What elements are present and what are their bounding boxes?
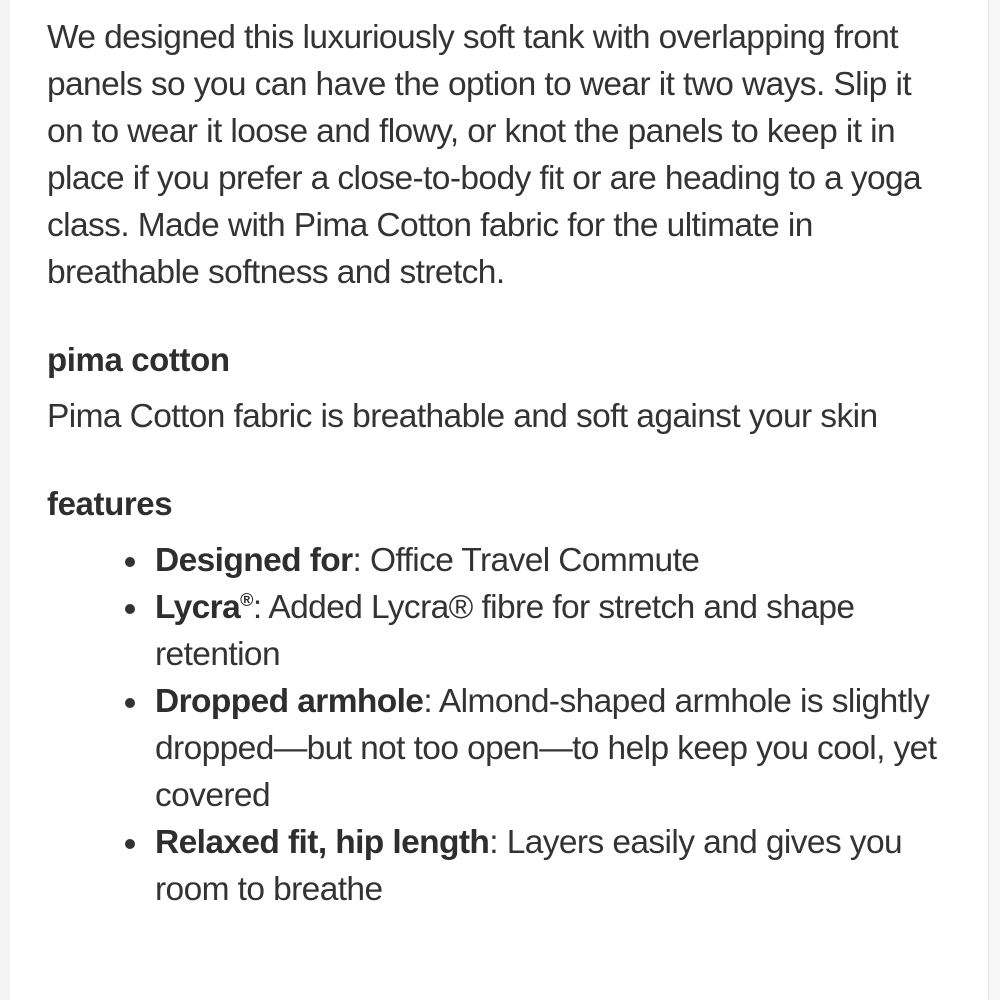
pima-cotton-text: Pima Cotton fabric is breathable and soft against your skin bbox=[47, 398, 878, 435]
feature-text: Almond-shaped armhole is slightly dropped—but not too open—to help keep you cool, yet covered bbox=[155, 683, 937, 814]
registered-mark: ® bbox=[240, 590, 253, 610]
feature-separator: : bbox=[252, 589, 269, 626]
feature-item bbox=[155, 819, 955, 913]
feature-separator: : bbox=[423, 683, 439, 720]
feature-text: Office Travel Commute bbox=[369, 542, 700, 579]
feature-label: Designed for bbox=[155, 542, 353, 579]
intro-paragraph: We designed this luxuriously soft tank with overlapping front panels so you can have the option to wear it two ways. Slip it on to wear it loose and flowy, or knot the panels to keep it in place if you prefer a close-to-body fit or are heading to a yoga class. Made with Pima Cotton fabric for the ultimate in breathable softness and stretch. bbox=[47, 19, 922, 291]
features-list bbox=[47, 537, 955, 913]
feature-item bbox=[155, 584, 955, 678]
features-heading: features bbox=[47, 485, 173, 522]
product-description bbox=[47, 14, 967, 913]
feature-text: Layers easily and gives you room to breathe bbox=[155, 824, 903, 908]
feature-label: Relaxed fit, hip length bbox=[155, 824, 490, 861]
pima-cotton-heading: pima cotton bbox=[47, 341, 230, 378]
feature-item bbox=[155, 537, 955, 584]
feature-label: Dropped armhole bbox=[155, 683, 424, 720]
feature-item bbox=[155, 678, 955, 819]
feature-label bbox=[155, 589, 253, 626]
left-edge-strip bbox=[0, 0, 10, 1000]
feature-text: Added Lycra® fibre for stretch and shape retention bbox=[155, 589, 855, 673]
feature-separator: : bbox=[489, 824, 507, 861]
scrollbar-track[interactable] bbox=[988, 0, 1000, 1000]
feature-separator: : bbox=[352, 542, 370, 579]
feature-label-text: Lycra bbox=[155, 589, 241, 626]
